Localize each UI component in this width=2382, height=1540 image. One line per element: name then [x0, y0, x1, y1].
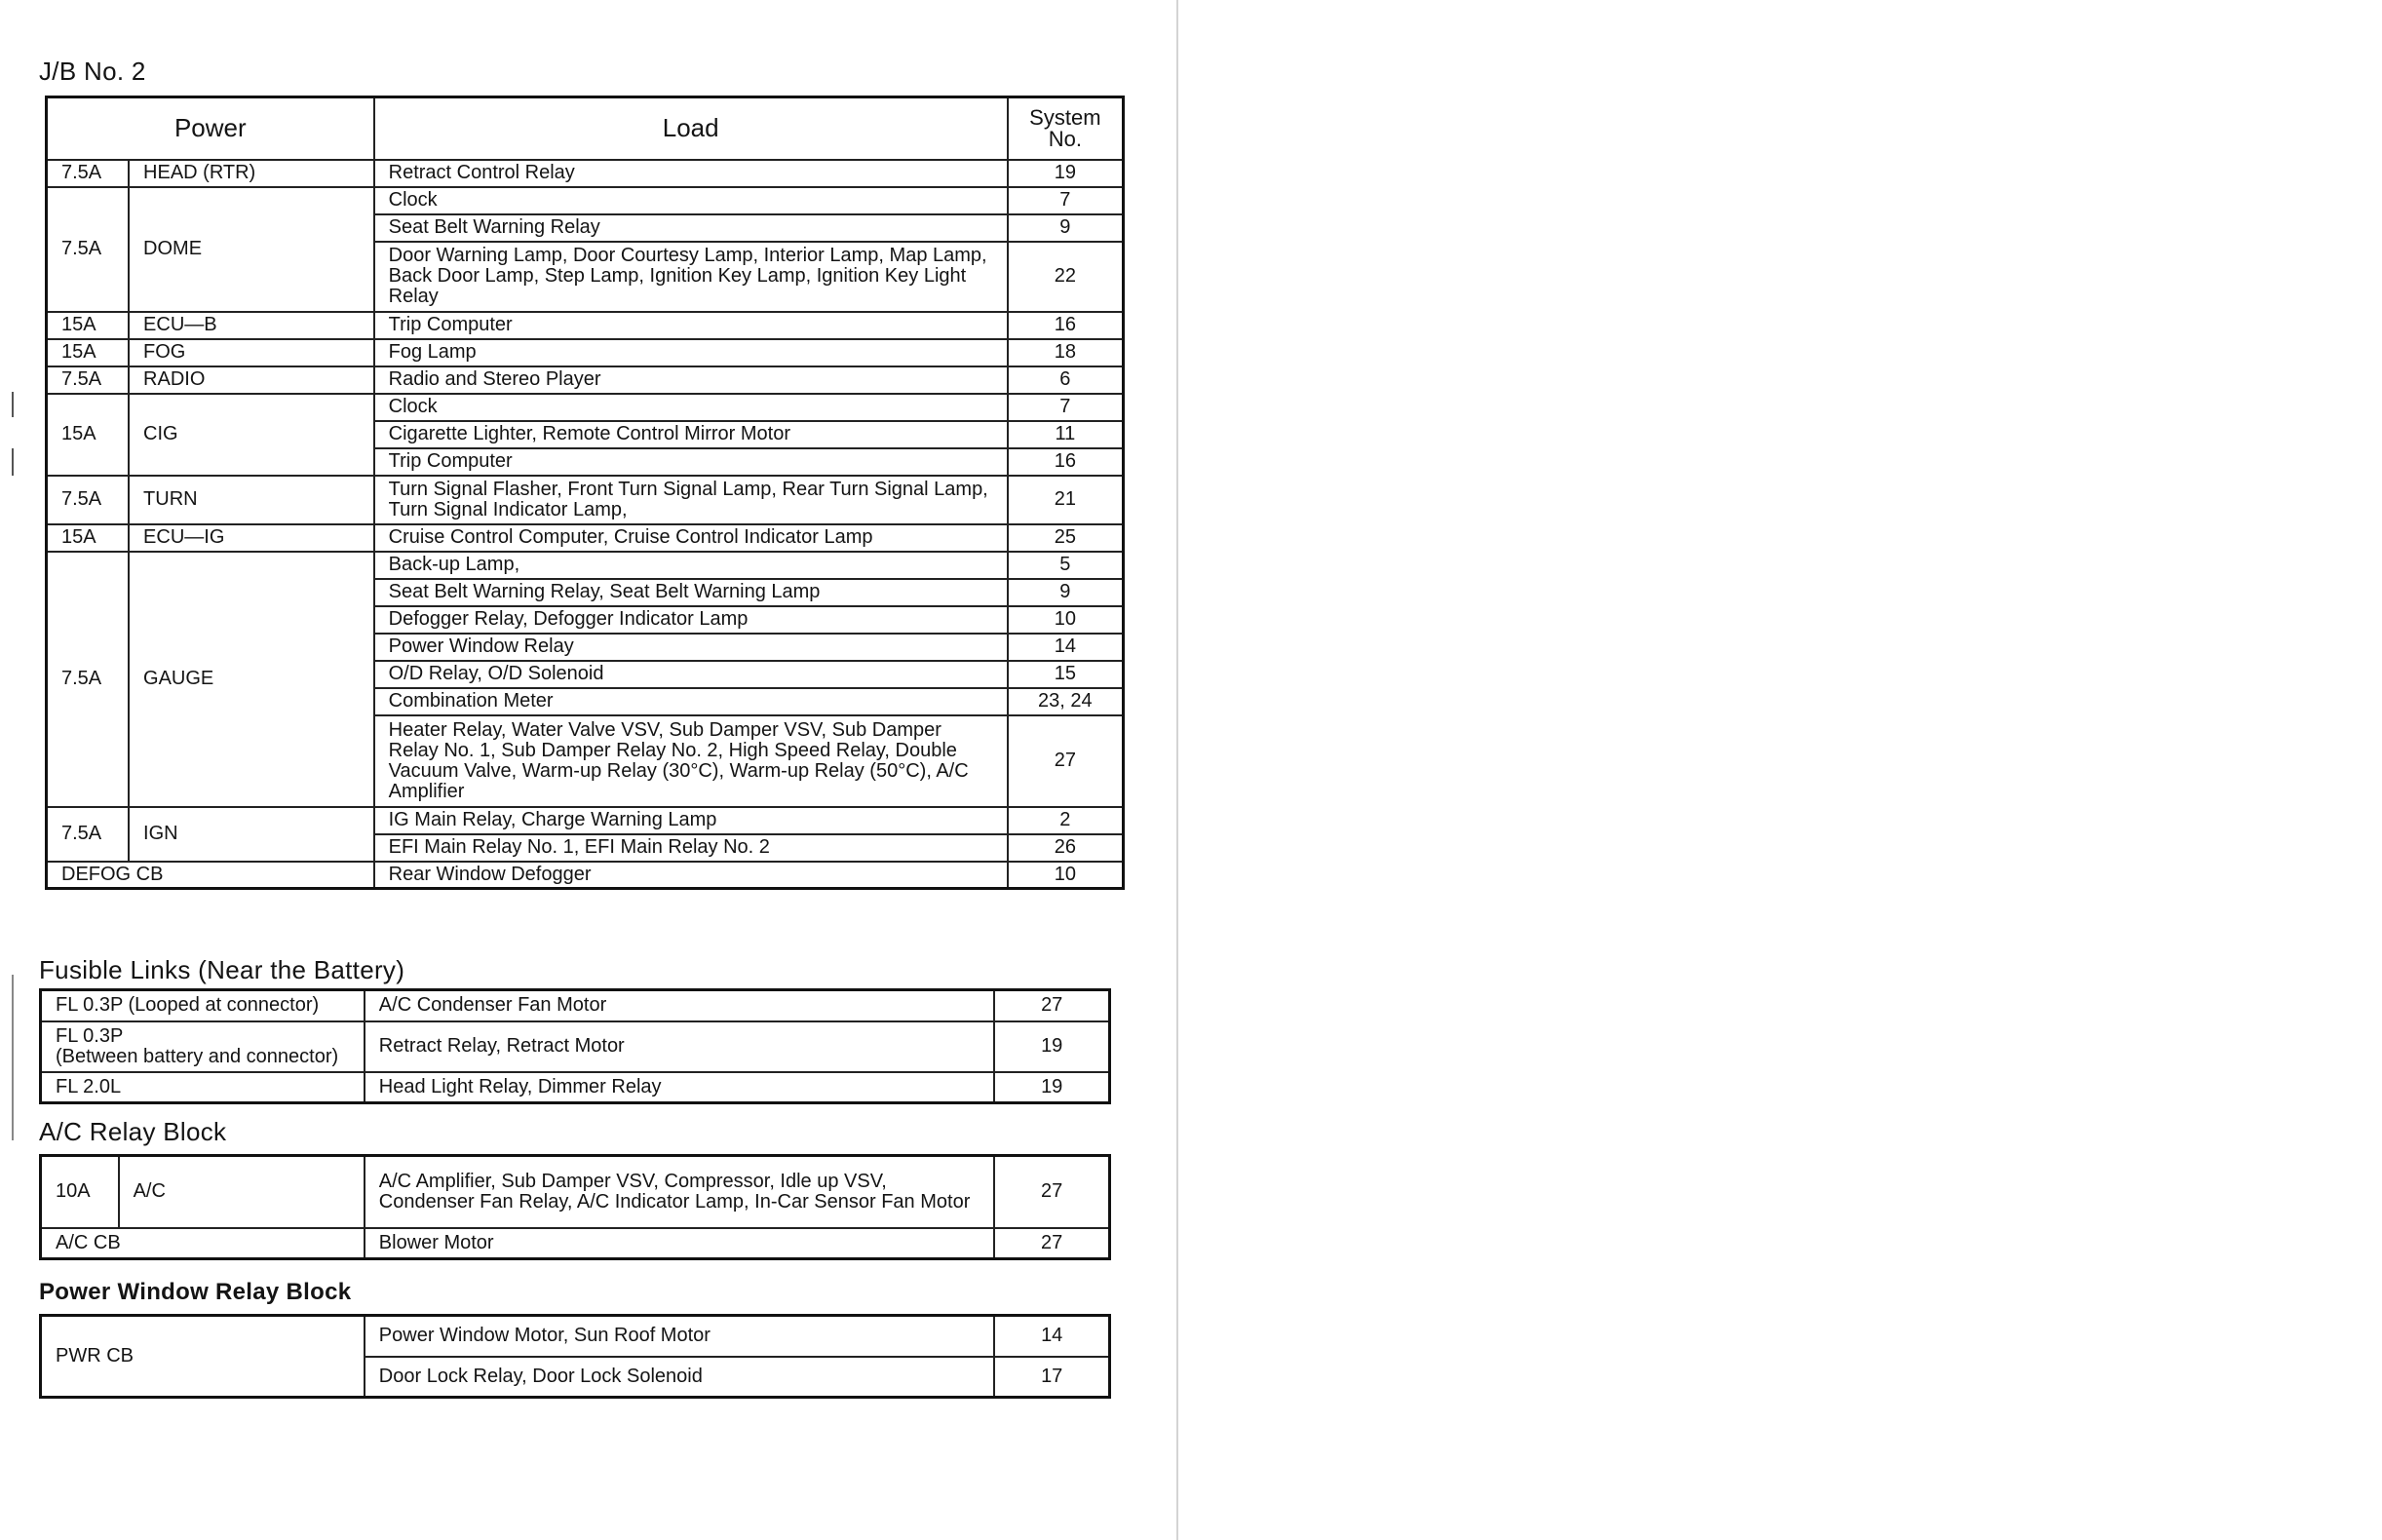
- load-cell: A/C Amplifier, Sub Damper VSV, Compressor, Idle up VSV, Condenser Fan Relay, A/C Indicator Lamp, In-Car Sensor Fan Motor: [365, 1156, 995, 1228]
- load-header: Load: [374, 97, 1008, 160]
- ac-table: [39, 1154, 1111, 1260]
- load-cell: Cigarette Lighter, Remote Control Mirror Motor: [374, 421, 1008, 448]
- system-no-cell: 27: [994, 1156, 1109, 1228]
- fuse-name: CIG: [129, 394, 374, 476]
- system-no-cell: 9: [1008, 579, 1124, 606]
- table-row: [41, 990, 1110, 1021]
- load-cell: Seat Belt Warning Relay: [374, 214, 1008, 242]
- fuse-amperage: 7.5A: [47, 807, 130, 862]
- fusible-link-label: FL 2.0L: [56, 1075, 122, 1097]
- table-row: [47, 552, 1124, 579]
- load-cell: Cruise Control Computer, Cruise Control Indicator Lamp: [374, 524, 1008, 552]
- system-no-cell: 23, 24: [1008, 688, 1124, 715]
- table-row: [41, 1228, 1110, 1259]
- fuse-name: HEAD (RTR): [129, 160, 374, 187]
- load-cell: A/C Condenser Fan Motor: [365, 990, 995, 1021]
- load-cell: Combination Meter: [374, 688, 1008, 715]
- fuse-amperage: 15A: [47, 394, 130, 476]
- system-no-cell: 15: [1008, 661, 1124, 688]
- table-row: [47, 312, 1124, 339]
- system-no-header: System No.: [1008, 97, 1124, 160]
- system-no-cell: 2: [1008, 807, 1124, 834]
- system-no-cell: 25: [1008, 524, 1124, 552]
- jb2-title: J/B No. 2: [39, 57, 146, 86]
- load-cell: Trip Computer: [374, 448, 1008, 476]
- system-no-cell: 9: [1008, 214, 1124, 242]
- load-cell: Retract Relay, Retract Motor: [365, 1021, 995, 1072]
- load-cell: Seat Belt Warning Relay, Seat Belt Warning Lamp: [374, 579, 1008, 606]
- system-no-cell: 16: [1008, 312, 1124, 339]
- fuse-name: A/C CB: [41, 1228, 365, 1259]
- load-cell: Rear Window Defogger: [374, 862, 1008, 889]
- fuse-name: DEFOG CB: [47, 862, 374, 889]
- fusible-link-note: (Between battery and connector): [56, 1045, 339, 1067]
- fuse-name: ECU—IG: [129, 524, 374, 552]
- fuse-amperage: 7.5A: [47, 476, 130, 524]
- fuse-amperage: 15A: [47, 339, 130, 366]
- system-no-cell: 19: [994, 1021, 1109, 1072]
- system-no-cell: 19: [994, 1072, 1109, 1103]
- fuse-amperage: 15A: [47, 312, 130, 339]
- fuse-amperage: 15A: [47, 524, 130, 552]
- system-no-cell: 7: [1008, 394, 1124, 421]
- load-cell: Clock: [374, 394, 1008, 421]
- fusible-link-name: [41, 990, 365, 1021]
- margin-mark: [12, 448, 14, 476]
- system-no-cell: 18: [1008, 339, 1124, 366]
- load-cell: Turn Signal Flasher, Front Turn Signal Lamp, Rear Turn Signal Lamp, Turn Signal Indicator Lamp,: [374, 476, 1008, 524]
- load-cell: Defogger Relay, Defogger Indicator Lamp: [374, 606, 1008, 634]
- fuse-amperage: 10A: [41, 1156, 119, 1228]
- system-no-cell: 6: [1008, 366, 1124, 394]
- system-no-cell: 19: [1008, 160, 1124, 187]
- system-no-cell: 10: [1008, 606, 1124, 634]
- table-row: [41, 1072, 1110, 1103]
- load-cell: Trip Computer: [374, 312, 1008, 339]
- table-row: [47, 366, 1124, 394]
- system-no-cell: 27: [1008, 715, 1124, 807]
- system-no-cell: 5: [1008, 552, 1124, 579]
- system-no-cell: 27: [994, 1228, 1109, 1259]
- fuse-amperage: 7.5A: [47, 160, 130, 187]
- load-cell: Retract Control Relay: [374, 160, 1008, 187]
- load-cell: Clock: [374, 187, 1008, 214]
- load-cell: EFI Main Relay No. 1, EFI Main Relay No. 2: [374, 834, 1008, 862]
- pwr-title: Power Window Relay Block: [39, 1279, 352, 1305]
- load-cell: O/D Relay, O/D Solenoid: [374, 661, 1008, 688]
- load-cell: Back-up Lamp,: [374, 552, 1008, 579]
- system-no-cell: 11: [1008, 421, 1124, 448]
- system-no-cell: 27: [994, 990, 1109, 1021]
- power-header: Power: [47, 97, 374, 160]
- table-row: [47, 807, 1124, 834]
- ac-title: A/C Relay Block: [39, 1117, 227, 1146]
- table-row: [47, 187, 1124, 214]
- system-no-cell: 10: [1008, 862, 1124, 889]
- system-no-cell: 22: [1008, 242, 1124, 312]
- system-no-cell: 14: [1008, 634, 1124, 661]
- fuse-name: PWR CB: [41, 1316, 365, 1398]
- fuse-name: GAUGE: [129, 552, 374, 807]
- load-cell: Power Window Relay: [374, 634, 1008, 661]
- table-row: [47, 339, 1124, 366]
- system-no-cell: 7: [1008, 187, 1124, 214]
- jb2-table: [45, 96, 1125, 890]
- system-no-cell: 21: [1008, 476, 1124, 524]
- load-cell: Door Warning Lamp, Door Courtesy Lamp, Interior Lamp, Map Lamp, Back Door Lamp, Step Lamp, Ignition Key Lamp, Ignition Key Light Relay: [374, 242, 1008, 312]
- table-row: [47, 160, 1124, 187]
- load-cell: Fog Lamp: [374, 339, 1008, 366]
- fuse-name: FOG: [129, 339, 374, 366]
- fusible-table: [39, 988, 1111, 1104]
- fusible-title: Fusible Links (Near the Battery): [39, 955, 405, 984]
- fusible-link-label: FL 0.3P (Looped at connector): [56, 994, 320, 1017]
- load-cell: Head Light Relay, Dimmer Relay: [365, 1072, 995, 1103]
- fuse-name: DOME: [129, 187, 374, 312]
- margin-mark: [12, 975, 14, 1140]
- load-cell: Heater Relay, Water Valve VSV, Sub Damper VSV, Sub Damper Relay No. 1, Sub Damper Relay No. 2, High Speed Relay, Double Vacuum Valve, Warm-up Relay (30°C), Warm-up Relay (50°C), A/C Amplifier: [374, 715, 1008, 807]
- table-row: [41, 1316, 1110, 1357]
- fuse-name: TURN: [129, 476, 374, 524]
- system-no-cell: 26: [1008, 834, 1124, 862]
- system-no-cell: 17: [994, 1357, 1109, 1398]
- fuse-amperage: 7.5A: [47, 552, 130, 807]
- fusible-link-label: FL 0.3P: [56, 1024, 124, 1047]
- fuse-name: A/C: [119, 1156, 365, 1228]
- pwr-table: [39, 1314, 1111, 1399]
- table-row: [47, 394, 1124, 421]
- load-cell: Blower Motor: [365, 1228, 995, 1259]
- load-cell: IG Main Relay, Charge Warning Lamp: [374, 807, 1008, 834]
- table-row: [47, 862, 1124, 889]
- load-cell: Door Lock Relay, Door Lock Solenoid: [365, 1357, 995, 1398]
- fuse-amperage: 7.5A: [47, 366, 130, 394]
- page-fold-line: [1176, 0, 1178, 1540]
- load-cell: Radio and Stereo Player: [374, 366, 1008, 394]
- fuse-name: IGN: [129, 807, 374, 862]
- table-row: [41, 1021, 1110, 1072]
- load-cell: Power Window Motor, Sun Roof Motor: [365, 1316, 995, 1357]
- fuse-name: RADIO: [129, 366, 374, 394]
- fusible-link-name: [41, 1072, 365, 1103]
- fusible-link-name: [41, 1021, 365, 1072]
- margin-mark: [12, 392, 14, 417]
- fuse-name: ECU—B: [129, 312, 374, 339]
- table-row: [41, 1156, 1110, 1228]
- system-no-cell: 14: [994, 1316, 1109, 1357]
- table-row: [47, 476, 1124, 524]
- system-no-cell: 16: [1008, 448, 1124, 476]
- fuse-amperage: 7.5A: [47, 187, 130, 312]
- table-row: [47, 524, 1124, 552]
